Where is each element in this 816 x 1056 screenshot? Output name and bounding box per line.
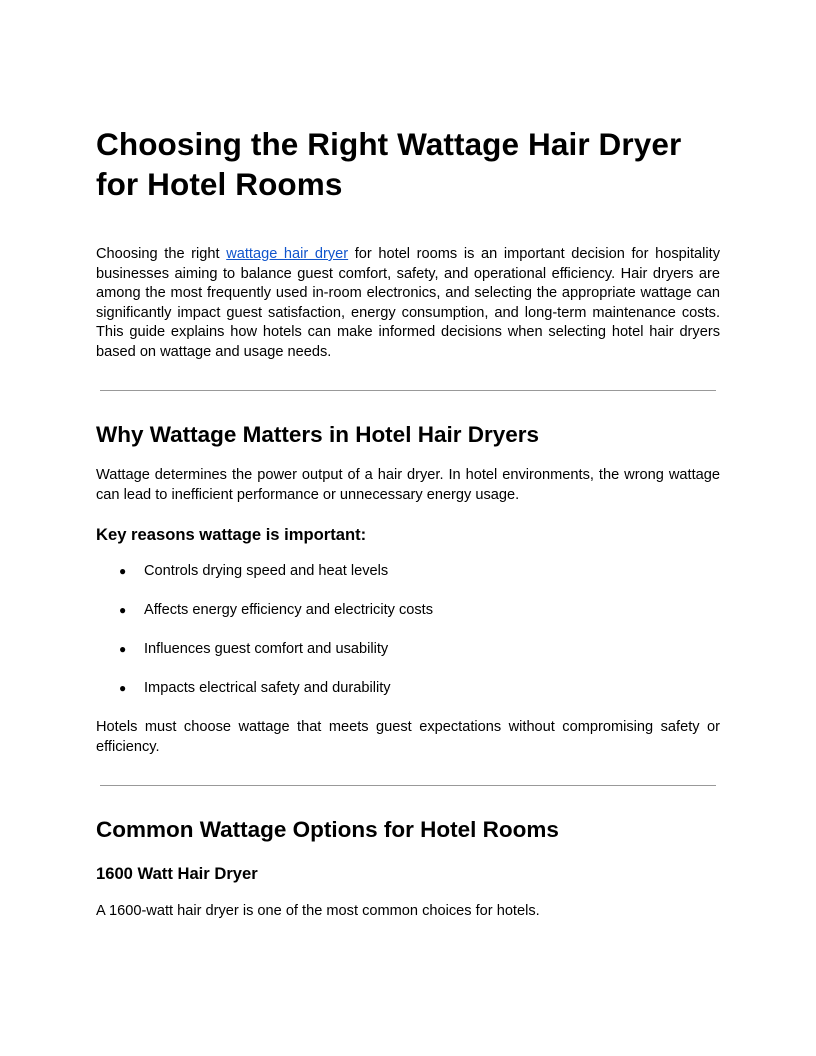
document-title: Choosing the Right Wattage Hair Dryer for Hotel Rooms (96, 126, 682, 202)
section1-closing-paragraph: Hotels must choose wattage that meets guest expectations without compromising safety or efficiency. (96, 719, 720, 755)
list-item-text: Affects energy efficiency and electricity costs (144, 602, 434, 618)
wattage-hair-dryer-link[interactable]: wattage hair dryer (226, 246, 349, 262)
list-item (96, 640, 720, 660)
list-item-text: Impacts electrical safety and durability (144, 680, 391, 696)
wattage-1600-paragraph: A 1600-watt hair dryer is one of the most common choices for hotels. (96, 903, 540, 919)
list-item (96, 562, 720, 582)
section-heading-common-wattage: Common Wattage Options for Hotel Rooms (96, 817, 559, 842)
document-page (96, 124, 720, 922)
wattage-1600-heading: 1600 Watt Hair Dryer (96, 864, 258, 883)
bullet-icon: ● (119, 564, 127, 578)
key-reasons-list (96, 562, 720, 699)
section-divider (100, 390, 716, 391)
bullet-icon: ● (119, 681, 127, 695)
intro-text-start: Choosing the right (96, 246, 227, 262)
key-reasons-heading: Key reasons wattage is important: (96, 525, 367, 544)
section-heading-why-wattage: Why Wattage Matters in Hotel Hair Dryers (96, 422, 540, 447)
list-item (96, 601, 720, 621)
list-item (96, 679, 720, 699)
bullet-icon: ● (119, 642, 127, 656)
intro-paragraph (96, 245, 720, 362)
list-item-text: Controls drying speed and heat levels (144, 563, 389, 579)
section1-paragraph: Wattage determines the power output of a hair dryer. In hotel environments, the wrong wattage can lead to inefficient performance or unnecessary energy usage. (96, 467, 720, 503)
section-divider (100, 785, 716, 786)
bullet-icon: ● (119, 603, 127, 617)
intro-text-end: for hotel rooms is an important decision for hospitality businesses aiming to balance guest comfort, safety, and operational efficiency. Hair dryers are among the most frequently used in-room electronics, and selecting the appropriate wattage can significantly impact guest satisfaction, energy consumption, and long-term maintenance costs. This guide explains how hotels can make informed decisions when selecting hotel hair dryers based on wattage and usage needs. (96, 246, 720, 360)
list-item-text: Influences guest comfort and usability (144, 641, 389, 657)
